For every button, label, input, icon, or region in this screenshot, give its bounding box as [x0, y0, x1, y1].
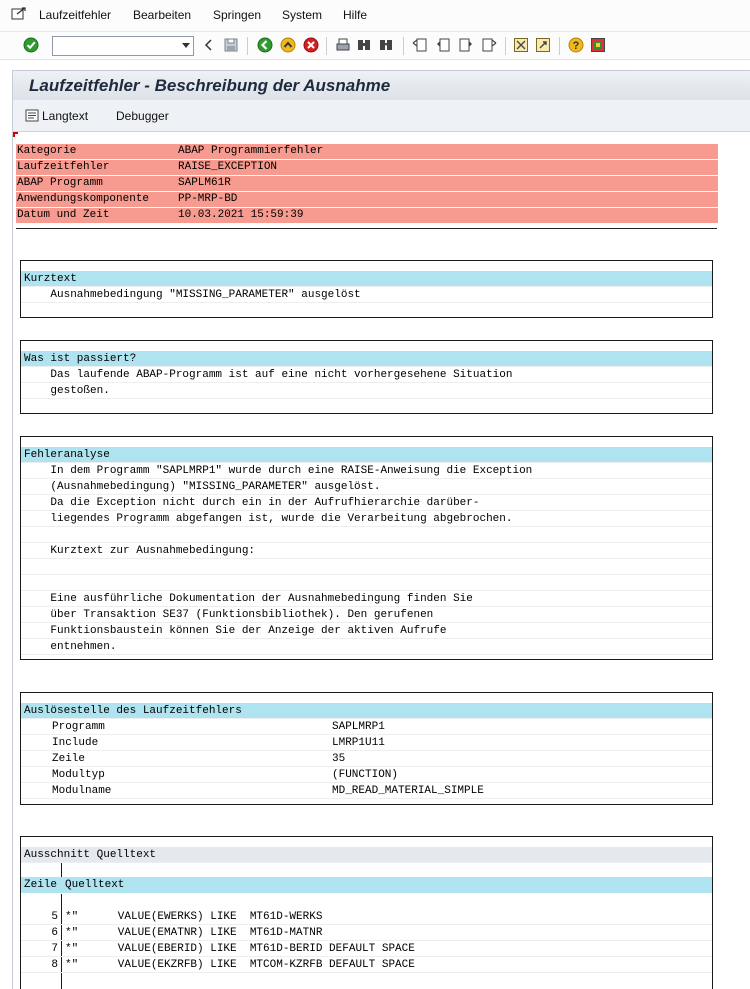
header-fields	[16, 144, 718, 224]
text-line	[21, 575, 712, 591]
command-input[interactable]	[53, 37, 173, 55]
help-icon[interactable]	[568, 37, 584, 53]
header-key: Laufzeitfehler	[17, 161, 110, 173]
langtext-label: Langtext	[42, 109, 89, 123]
text-line: Funktionsbaustein können Sie der Anzeige der aktiven Aufrufe	[21, 623, 712, 639]
header-key: ABAP Programm	[17, 177, 103, 189]
toolbar-separator	[505, 37, 506, 55]
text-line: gestoßen.	[21, 383, 712, 399]
langtext-button[interactable]	[25, 109, 88, 123]
header-row	[16, 160, 718, 176]
toolbar-separator	[559, 37, 560, 55]
header-value: RAISE_EXCEPTION	[178, 161, 278, 173]
text-line: (Ausnahmebedingung) "MISSING_PARAMETER" ausgelöst.	[21, 479, 712, 495]
last-page-icon[interactable]	[481, 37, 497, 53]
command-field[interactable]	[52, 36, 194, 56]
find-icon[interactable]	[356, 37, 372, 53]
text-line: Eine ausführliche Dokumentation der Ausnahmebedingung finden Sie	[21, 591, 712, 607]
dump-content	[12, 132, 750, 989]
column-header-zeile: Zeile	[24, 879, 58, 891]
section-title: Auslösestelle des Laufzeitfehlers	[21, 703, 712, 719]
first-page-icon[interactable]	[412, 37, 428, 53]
create-shortcut-icon[interactable]	[535, 37, 551, 53]
source-row: 5 *" VALUE(EWERKS) LIKE MT61D-WERKS	[21, 909, 712, 925]
section-fehleranalyse	[20, 436, 713, 660]
cancel-icon[interactable]	[303, 37, 319, 53]
key-value-row: Programm SAPLMRP1	[21, 719, 712, 735]
text-line: In dem Programm "SAPLMRP1" wurde durch eine RAISE-Anweisung die Exception	[21, 463, 712, 479]
text-line	[21, 527, 712, 543]
header-value: 10.03.2021 15:59:39	[178, 209, 304, 221]
key-value-row: Include LMRP1U11	[21, 735, 712, 751]
text-line	[21, 559, 712, 575]
page-title: Laufzeitfehler - Beschreibung der Ausnahme	[29, 76, 391, 95]
print-icon[interactable]	[335, 37, 351, 53]
system-menu-icon[interactable]	[11, 7, 27, 21]
customize-layout-icon[interactable]	[590, 37, 606, 53]
title-bar	[12, 70, 750, 100]
menu-bar	[0, 0, 750, 32]
section-title: Kurztext	[21, 271, 712, 287]
section-title: Ausschnitt Quelltext	[21, 847, 712, 863]
header-value: ABAP Programmierfehler	[178, 145, 324, 157]
next-page-icon[interactable]	[458, 37, 474, 53]
menu-hilfe[interactable]: Hilfe	[343, 8, 368, 22]
section-was-ist-passiert	[20, 340, 713, 414]
source-row: 7 *" VALUE(EBERID) LIKE MT61D-BERID DEFAULT SPACE	[21, 941, 712, 957]
source-row: 8 *" VALUE(EKZRFB) LIKE MTCOM-KZRFB DEFAULT SPACE	[21, 957, 712, 973]
chevron-down-icon[interactable]	[182, 43, 190, 48]
text-line: Da die Exception nicht durch ein in der Aufrufhierarchie darüber-	[21, 495, 712, 511]
menu-laufzeitfehler[interactable]: Laufzeitfehler	[39, 8, 112, 22]
menu-bearbeiten[interactable]: Bearbeiten	[133, 8, 192, 22]
section-title: Fehleranalyse	[21, 447, 712, 463]
header-row	[16, 144, 718, 160]
toolbar-separator	[247, 37, 248, 55]
header-value: PP-MRP-BD	[178, 193, 238, 205]
key-value-row: Modulname MD_READ_MATERIAL_SIMPLE	[21, 783, 712, 799]
key-value-row: Zeile 35	[21, 751, 712, 767]
long-text-icon	[25, 109, 40, 122]
toolbar-separator	[403, 37, 404, 55]
source-row: 6 *" VALUE(EMATNR) LIKE MT61D-MATNR	[21, 925, 712, 941]
text-line: Kurztext zur Ausnahmebedingung:	[21, 543, 712, 559]
standard-toolbar	[0, 32, 750, 60]
section-title: Was ist passiert?	[21, 351, 712, 367]
section-quelltext	[20, 836, 713, 989]
header-key: Anwendungskomponente	[17, 193, 150, 205]
text-line: entnehmen.	[21, 639, 712, 655]
toolbar-separator	[326, 37, 327, 55]
source-table-header	[21, 877, 712, 894]
enter-check-icon[interactable]	[23, 37, 39, 53]
find-next-icon[interactable]	[378, 37, 394, 53]
debugger-button[interactable]: Debugger	[116, 109, 169, 123]
exit-icon[interactable]	[280, 37, 296, 53]
back-icon[interactable]	[257, 37, 273, 53]
column-header-quelltext: Quelltext	[65, 879, 125, 891]
header-key: Kategorie	[17, 145, 77, 157]
menu-springen[interactable]: Springen	[213, 8, 262, 22]
header-row	[16, 192, 718, 208]
create-session-icon[interactable]	[513, 37, 529, 53]
section-kurztext	[20, 260, 713, 318]
text-line: Ausnahmebedingung "MISSING_PARAMETER" ausgelöst	[21, 287, 712, 303]
menu-system[interactable]: System	[282, 8, 323, 22]
svg-text:?: ?	[572, 40, 580, 52]
previous-page-icon[interactable]	[435, 37, 451, 53]
text-line: über Transaktion SE37 (Funktionsbibliothek). Den gerufenen	[21, 607, 712, 623]
key-value-row: Modultyp (FUNCTION)	[21, 767, 712, 783]
history-back-icon[interactable]	[201, 37, 217, 53]
header-row	[16, 208, 718, 224]
application-toolbar	[12, 100, 750, 132]
text-line: liegendes Programm abgefangen ist, wurde die Verarbeitung abgebrochen.	[21, 511, 712, 527]
section-ausloesestelle	[20, 692, 713, 805]
header-divider	[16, 228, 717, 229]
header-corner-marker	[13, 132, 18, 137]
header-key: Datum und Zeit	[17, 209, 110, 221]
save-icon[interactable]	[223, 37, 239, 53]
header-row	[16, 176, 718, 192]
text-line: Das laufende ABAP-Programm ist auf eine nicht vorhergesehene Situation	[21, 367, 712, 383]
header-value: SAPLM61R	[178, 177, 231, 189]
